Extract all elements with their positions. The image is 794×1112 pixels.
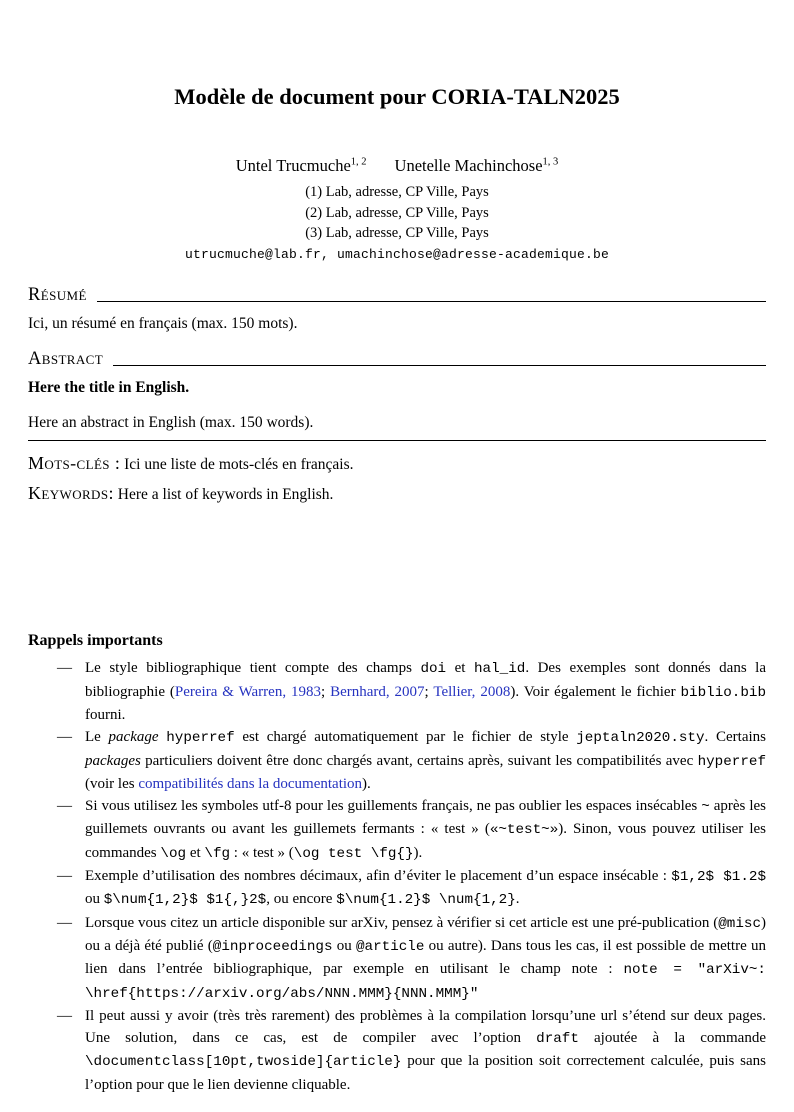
text-segment: ou bbox=[332, 937, 356, 954]
text-segment: Le style bibliographique tient compte des champs bbox=[85, 660, 421, 677]
affiliations-block bbox=[28, 182, 766, 244]
text-segment: . Des exemples sont donnés dans la bibliographie ( bbox=[85, 660, 767, 700]
author-1-name: Untel Trucmuche bbox=[235, 156, 351, 175]
inline-code: @article bbox=[356, 938, 425, 955]
resume-rule bbox=[97, 301, 766, 302]
text-segment: et bbox=[186, 844, 205, 861]
text-segment: . bbox=[515, 891, 520, 908]
text-segment: ajoutée à la commande bbox=[578, 1030, 766, 1047]
text-segment: ) ou a déjà été publié ( bbox=[85, 914, 766, 954]
list-item bbox=[28, 657, 766, 726]
text-segment: pour que la position soit correctement calculée, puis sans l’option pour que le lien devienne cliquable. bbox=[85, 1053, 766, 1093]
text-segment: ). bbox=[362, 775, 371, 792]
list-item bbox=[28, 726, 766, 795]
text-segment: et bbox=[446, 660, 474, 677]
text-segment: ; bbox=[424, 683, 434, 700]
abstract-english-title: Here the title in English. bbox=[28, 379, 190, 397]
text-segment: Lorsque vous citez un article disponible sur arXiv, pensez à vérifier si cet article est une pré-publication ( bbox=[85, 914, 719, 931]
text-segment: Le bbox=[85, 729, 109, 746]
inline-code: \fg bbox=[204, 845, 231, 862]
list-dash: — bbox=[57, 798, 72, 815]
affiliation-line: (2) Lab, adresse, CP Ville, Pays bbox=[305, 204, 489, 221]
inline-code: jeptaln2020.sty bbox=[576, 730, 705, 747]
resume-section-header bbox=[28, 286, 766, 305]
affiliation-line: (3) Lab, adresse, CP Ville, Pays bbox=[305, 225, 489, 241]
abstract-rule bbox=[113, 365, 766, 366]
resume-label: Résumé bbox=[28, 284, 87, 305]
inline-code: hal_id bbox=[474, 661, 526, 678]
keywords-text: Here a list of keywords in English. bbox=[117, 486, 334, 504]
text-segment: après les guillemets ouvrants ou avant les guillemets fermants : « test » ( bbox=[85, 798, 767, 838]
motscles-text: Ici une liste de mots-clés en français. bbox=[124, 456, 354, 474]
abstract-section-header bbox=[28, 350, 766, 369]
inline-code: $1,2$ $1.2$ bbox=[671, 869, 766, 886]
text-segment: ). Voir également le fichier bbox=[510, 683, 681, 700]
inline-code: hyperref bbox=[166, 730, 235, 747]
motscles-line bbox=[28, 454, 766, 474]
text-segment: ou bbox=[85, 891, 104, 908]
inline-code: @inproceedings bbox=[212, 938, 333, 955]
list-item-text bbox=[85, 915, 766, 1001]
inline-code: draft bbox=[536, 1031, 579, 1048]
text-segment: Il peut aussi y avoir (très très rarement) des problèmes à la compilation lorsqu’une url s’étend sur deux pages. Une solution, dans ce cas, est de compiler avec l’option bbox=[85, 1007, 766, 1047]
list-item bbox=[28, 865, 766, 912]
abstract-text: Here an abstract in English (max. 150 words). bbox=[28, 412, 766, 441]
citation-link[interactable]: Tellier, 2008 bbox=[433, 683, 511, 700]
text-segment: ou autre). Dans tous les cas, il est possible de mettre un lien dans l’entrée bibliographique, par exemple en utilisant le champ note : bbox=[85, 937, 766, 978]
list-dash: — bbox=[57, 660, 72, 677]
abstract-label: Abstract bbox=[28, 348, 104, 369]
text-segment: : « test » ( bbox=[230, 844, 294, 861]
motscles-label: Mots-clés : bbox=[28, 453, 121, 474]
inline-code: $\num{1,2}$ $1{,}2$ bbox=[103, 892, 267, 909]
inline-code: hyperref bbox=[697, 753, 766, 770]
authors-line bbox=[28, 156, 766, 176]
text-segment: ). Sinon, vous pouvez utiliser les commandes bbox=[85, 821, 766, 861]
emphasis-text: packages bbox=[85, 752, 141, 769]
inline-code: note = "arXiv~: \href{https://arxiv.org/abs/NNN.MMM}{NNN.MMM}" bbox=[85, 962, 766, 1002]
text-segment: fourni. bbox=[85, 706, 126, 723]
resume-text: Ici, un résumé en français (max. 150 mots). bbox=[28, 314, 298, 332]
author-1-affiliation-sup: 1, 2 bbox=[350, 156, 367, 168]
keywords-label: Keywords: bbox=[28, 483, 114, 504]
inline-code: doi bbox=[420, 661, 447, 678]
list-item-text bbox=[85, 868, 766, 907]
inline-code: $\num{1.2}$ \num{1,2} bbox=[336, 892, 516, 909]
list-dash: — bbox=[57, 868, 72, 885]
text-segment: ). bbox=[413, 844, 423, 861]
citation-link[interactable]: Pereira & Warren, 1983 bbox=[174, 683, 321, 700]
text-segment: Si vous utilisez les symboles utf-8 pour les guillements français, ne pas oublier les espaces insécables bbox=[85, 798, 702, 815]
list-item bbox=[28, 795, 766, 865]
emphasis-text: package bbox=[108, 729, 159, 746]
affiliation-line: (1) Lab, adresse, CP Ville, Pays bbox=[305, 184, 489, 200]
text-segment: est chargé automatiquement par le fichier de style bbox=[234, 729, 577, 746]
text-segment: ; bbox=[320, 683, 331, 700]
author-1 bbox=[236, 156, 367, 175]
text-segment: particuliers doivent être donc chargés avant, certains après, suivant les compatibilités avec bbox=[140, 752, 698, 769]
notes-list bbox=[28, 657, 766, 1096]
list-dash: — bbox=[57, 729, 72, 746]
author-2 bbox=[395, 156, 559, 175]
keywords-line bbox=[28, 484, 766, 504]
inline-code: \og bbox=[160, 845, 187, 862]
list-item-text bbox=[85, 798, 766, 861]
inline-code: «~test~» bbox=[489, 822, 559, 839]
citation-link[interactable]: Bernhard, 2007 bbox=[330, 683, 425, 700]
list-item-text bbox=[85, 660, 766, 723]
documentation-link[interactable]: compatibilités dans la documentation bbox=[138, 775, 363, 792]
inline-code: @misc bbox=[718, 915, 761, 932]
author-2-affiliation-sup: 1, 3 bbox=[542, 156, 559, 168]
list-item-text bbox=[85, 1008, 766, 1093]
inline-code: biblio.bib bbox=[680, 684, 766, 701]
inline-code: ~ bbox=[701, 799, 710, 816]
text-segment: , ou encore bbox=[266, 891, 337, 908]
list-item-text bbox=[85, 729, 766, 792]
inline-code: \og test \fg{} bbox=[293, 845, 414, 862]
list-dash: — bbox=[57, 1007, 72, 1024]
page-title: Modèle de document pour CORIA-TALN2025 bbox=[174, 84, 620, 109]
text-segment: Exemple d’utilisation des nombres décimaux, afin d’éviter le placement d’un espace insécable : bbox=[85, 868, 672, 885]
list-item bbox=[28, 912, 766, 1005]
emails-line: utrucmuche@lab.fr, umachinchose@adresse-academique.be bbox=[184, 246, 610, 262]
text-segment: . Certains bbox=[704, 729, 766, 746]
inline-code: \documentclass[10pt,twoside]{article} bbox=[85, 1054, 402, 1071]
list-dash: — bbox=[57, 914, 72, 931]
section-heading: Rappels importants bbox=[28, 632, 163, 650]
list-item bbox=[28, 1005, 766, 1096]
text-segment: (voir les bbox=[85, 775, 139, 792]
author-2-name: Unetelle Machinchose bbox=[394, 156, 543, 175]
